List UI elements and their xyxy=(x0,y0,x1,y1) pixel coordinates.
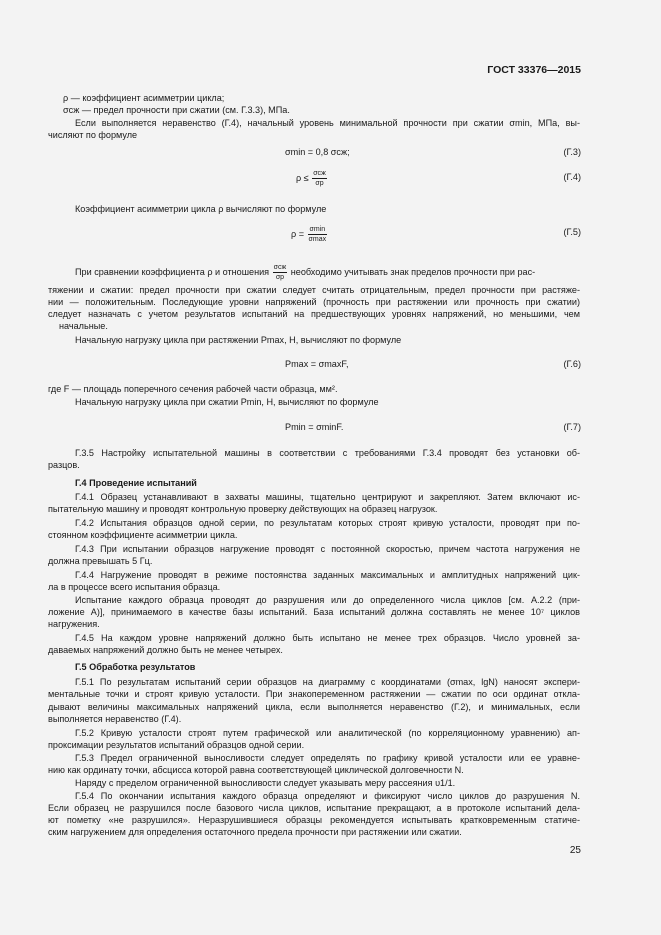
paragraph-line: Г.4.2 Испытания образцов одной серии, по результатам которых строят кривую усталости, проводят при по- xyxy=(75,518,580,528)
paragraph-line: ют пометку «не разрушился». Неразрушившиеся образцы рекомендуется испытывать кратковременным статиче- xyxy=(48,815,580,825)
paragraph-line: следует назначать с учетом результатов испытаний на предшествующих уровнях напряжений, но меньшими, чем xyxy=(48,309,580,319)
paragraph-line: Г.4.1 Образец устанавливают в захваты машины, тщательно центрируют и закрепляют. Затем включают ис- xyxy=(75,492,580,502)
paragraph-line: должна превышать 5 Гц. xyxy=(48,556,153,566)
paragraph-line: Если выполняется неравенство (Г.4), начальный уровень минимальной прочности при сжатии σmin, МПа, вы- xyxy=(75,118,580,128)
section-heading-g4: Г.4 Проведение испытаний xyxy=(75,478,197,488)
paragraph-line: Г.5.4 По окончании испытания каждого образца определяют и фиксируют число циклов до разрушения N. xyxy=(75,791,580,801)
formula-lhs: ρ = xyxy=(291,228,305,239)
paragraph-line: Испытание каждого образца проводят до разрушения или до определенного числа циклов [см. А.2.2 (при- xyxy=(75,595,580,605)
definition-rho: ρ — коэффициент асимметрии цикла; xyxy=(63,93,225,103)
paragraph-line: начальные. xyxy=(59,321,108,331)
paragraph-line: ским нагружением для определения остаточного предела прочности при растяжении или сжатии. xyxy=(48,827,462,837)
paragraph-line: разцов. xyxy=(48,460,80,470)
paragraph-line: ментальные точки и строят кривую усталости. При знакопеременном растяжении — сжатии по оси ординат откла- xyxy=(48,689,580,699)
fraction-denominator: σmax xyxy=(308,236,327,243)
fraction-numerator: σmin xyxy=(309,226,326,233)
paragraph-line: нагружения. xyxy=(48,619,100,629)
fraction xyxy=(308,225,328,244)
equation-number-g6: (Г.6) xyxy=(563,359,581,369)
formula-g7: Pmin = σminF. xyxy=(285,422,344,432)
paragraph-line: числяют по формуле xyxy=(48,130,138,140)
paragraph-line: Г.4.3 При испытании образцов нагружение проводят с постоянной скоростью, причем частота нагружения не xyxy=(75,544,580,554)
equation-number-g3: (Г.3) xyxy=(563,147,581,157)
fraction-numerator: σсж xyxy=(313,170,326,177)
paragraph-line: Г.3.5 Настройку испытательной машины в соответствии с требованиями Г.3.4 проводят без установки об- xyxy=(75,448,580,458)
fraction-numerator: σсж xyxy=(273,264,287,271)
paragraph-line: Начальную нагрузку цикла при растяжении Pmax, Н, вычисляют по формуле xyxy=(75,335,402,345)
fraction xyxy=(273,263,288,282)
text-span: необходимо учитывать знак пределов прочности при рас- xyxy=(290,266,536,277)
page-number: 25 xyxy=(569,845,581,856)
paragraph-line: выполняется неравенство (Г.4). xyxy=(48,714,182,724)
paragraph-line: Г.5.2 Кривую усталости строят путем графической или аналитической (по корреляционному уравнению) ап- xyxy=(75,728,580,738)
definition-sigma-compression: σсж — предел прочности при сжатии (см. Г.3.3), МПа. xyxy=(63,105,290,115)
paragraph-line: ложение А)], принимаемого в качестве базы испытаний. База испытаний должна составлять не менее 10⁷ циклов xyxy=(48,607,580,617)
paragraph-line: где F — площадь поперечного сечения рабочей части образца, мм². xyxy=(48,384,338,394)
section-heading-g5: Г.5 Обработка результатов xyxy=(75,662,196,672)
paragraph-line: Начальную нагрузку цикла при сжатии Pmin, Н, вычисляют по формуле xyxy=(75,397,379,407)
fraction-denominator: σр xyxy=(275,274,285,281)
formula-lhs: ρ ≤ xyxy=(296,172,309,183)
formula-g4 xyxy=(296,169,328,188)
text-span: При сравнении коэффициента ρ и отношения xyxy=(75,266,270,277)
paragraph-line: стоянном коэффициенте асимметрии цикла. xyxy=(48,530,238,540)
fraction xyxy=(312,169,327,188)
paragraph-line: тяжении и сжатии: предел прочности при сжатии следует считать отрицательным, предел прочности при растяже- xyxy=(48,285,580,295)
formula-g3: σmin = 0,8 σсж; xyxy=(285,147,350,157)
equation-number-g5: (Г.5) xyxy=(563,227,581,237)
paragraph-line: даваемых напряжений должно быть не менее четырех. xyxy=(48,645,283,655)
document-header: ГОСТ 33376—2015 xyxy=(487,64,581,76)
paragraph-line: Г.5.1 По результатам испытаний серии образцов на диаграмму с координатами (σmax, lgN) наносят экспери- xyxy=(75,677,580,687)
paragraph-line: Если образец не разрушился после базового числа циклов, испытание прекращают, а в протоколе испытаний дела- xyxy=(48,803,580,813)
paragraph-line: Г.4.4 Нагружение проводят в режиме постоянства заданных максимальных и амплитудных напряжений цик- xyxy=(75,570,580,580)
paragraph-line: дывают величины максимальных напряжений цикла, если выполняется неравенство (Г.2), и минимальных, если xyxy=(48,702,580,712)
paragraph-line: Г.4.5 На каждом уровне напряжений должно быть испытано не менее трех образцов. Число уровней за- xyxy=(75,633,580,643)
paragraph-line: пытательную машину и проводят контрольную проверку действующих на образец нагрузок. xyxy=(48,504,438,514)
paragraph-line: Коэффициент асимметрии цикла ρ вычисляют по формуле xyxy=(75,204,327,214)
paragraph-line: нии — положительным. Последующие уровни напряжений (прочность при растяжении или прочность при сжатии) xyxy=(48,297,580,307)
paragraph-line: проксимации результатов испытаний образцов одной серии. xyxy=(48,740,305,750)
paragraph-line: Наряду с пределом ограниченной выносливости следует указывать меру рассеяния υ1/1. xyxy=(75,778,456,788)
paragraph-line: ла в процессе всего испытания образца. xyxy=(48,582,221,592)
fraction-denominator: σр xyxy=(315,180,324,187)
formula-g5 xyxy=(291,225,328,244)
paragraph-line: Г.5.3 Предел ограниченной выносливости следует определять по графику кривой усталости или ее уравне- xyxy=(75,753,580,763)
paragraph-line: нию как ординату точки, абсцисса которой равна соответствующей циклической долговечности N. xyxy=(48,765,464,775)
formula-g6: Pmax = σmaxF, xyxy=(285,359,349,369)
equation-number-g4: (Г.4) xyxy=(563,172,581,182)
equation-number-g7: (Г.7) xyxy=(563,422,581,432)
paragraph-line-with-fraction xyxy=(75,263,580,282)
